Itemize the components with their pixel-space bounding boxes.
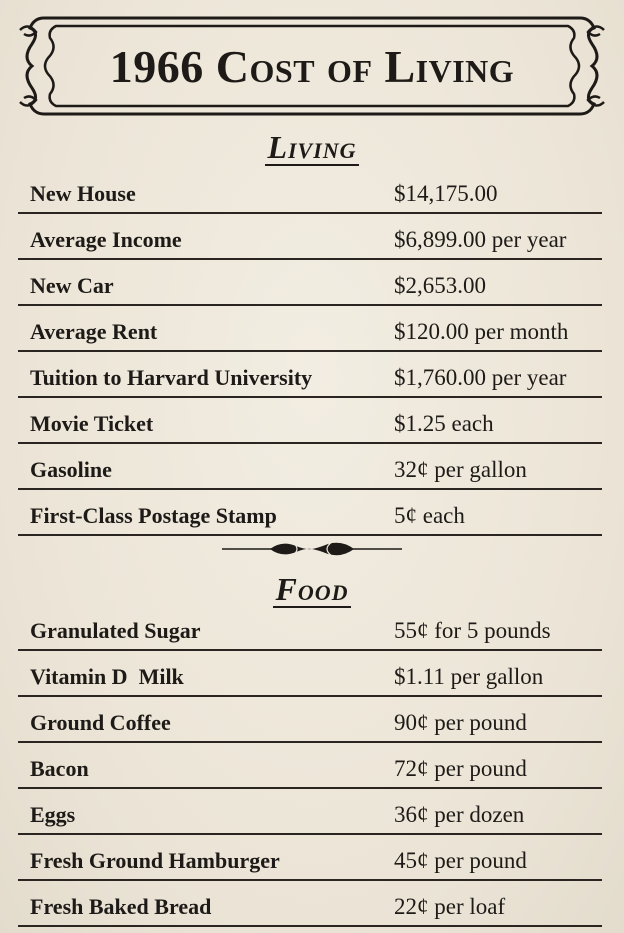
item-label: First-Class Postage Stamp (30, 503, 277, 528)
flourish-ornament-icon (222, 536, 402, 562)
table-row (18, 214, 602, 260)
item-label: Eggs (30, 802, 76, 827)
item-label: Movie Ticket (30, 411, 154, 436)
table-row (18, 743, 602, 789)
food-heading-text: Food (275, 571, 349, 607)
item-price: 36¢ per dozen (394, 802, 525, 827)
item-label: Gasoline (30, 457, 112, 482)
living-heading-text: Living (267, 129, 357, 165)
item-price: $1,760.00 per year (394, 365, 567, 390)
table-row (18, 398, 602, 444)
item-label: New House (30, 181, 136, 206)
item-price: $1.25 each (394, 411, 494, 436)
item-label: Fresh Ground Hamburger (30, 848, 280, 873)
item-price: $2,653.00 (394, 273, 486, 298)
food-section-heading (0, 572, 624, 608)
item-label: Fresh Baked Bread (30, 894, 212, 919)
item-label: Average Rent (30, 319, 158, 344)
item-price: $120.00 per month (394, 319, 569, 344)
item-price: 72¢ per pound (394, 756, 527, 781)
item-label: Ground Coffee (30, 710, 171, 735)
item-price: 45¢ per pound (394, 848, 527, 873)
item-price: 32¢ per gallon (394, 457, 527, 482)
title-banner (14, 8, 610, 124)
item-label: Bacon (30, 756, 89, 781)
item-label: Vitamin D Milk (30, 664, 184, 689)
table-row (18, 352, 602, 398)
living-section-heading (0, 130, 624, 166)
item-price: 5¢ each (394, 503, 465, 528)
item-label: Granulated Sugar (30, 618, 201, 643)
item-price: $6,899.00 per year (394, 227, 567, 252)
table-row (18, 789, 602, 835)
table-row (18, 881, 602, 927)
page-title: 1966 Cost of Living (109, 40, 515, 92)
table-row (18, 260, 602, 306)
item-price: 90¢ per pound (394, 710, 527, 735)
table-row (18, 168, 602, 214)
table-row (18, 651, 602, 697)
item-price: $14,175.00 (394, 181, 498, 206)
item-label: Tuition to Harvard University (30, 365, 313, 390)
item-price: 55¢ for 5 pounds (394, 618, 551, 643)
table-row (18, 490, 602, 536)
table-row (18, 444, 602, 490)
item-price: $1.11 per gallon (394, 664, 544, 689)
table-row (18, 605, 602, 651)
item-label: Average Income (30, 227, 182, 252)
food-table (18, 605, 602, 927)
item-label: New Car (30, 273, 114, 298)
living-table (18, 168, 602, 536)
table-row (18, 835, 602, 881)
item-price: 22¢ per loaf (394, 894, 506, 919)
table-row (18, 697, 602, 743)
table-row (18, 306, 602, 352)
